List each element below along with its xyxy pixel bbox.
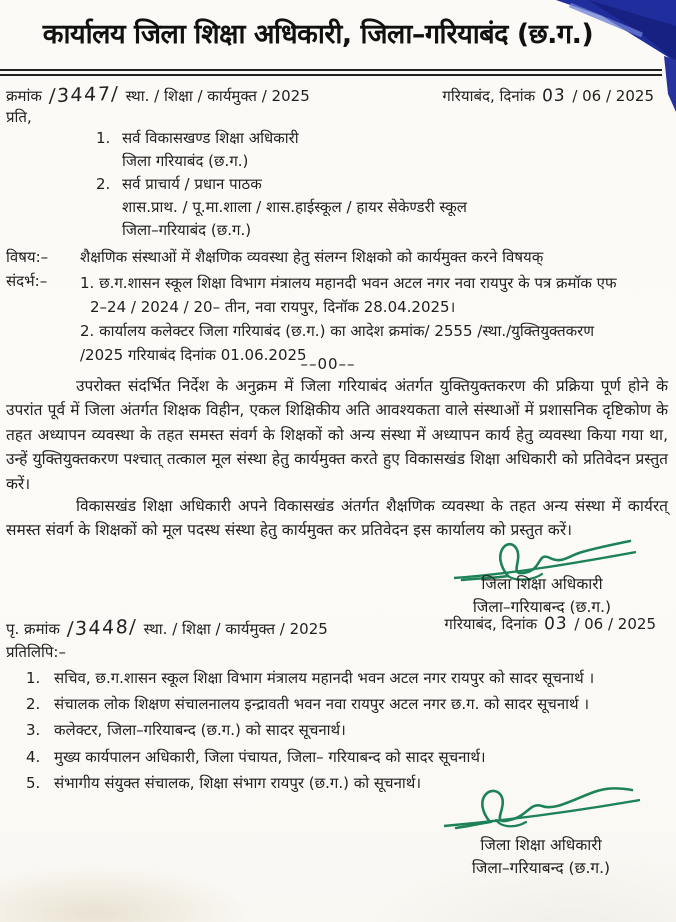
copy-item-number: 3. <box>26 721 41 740</box>
letterhead-title: कार्यालय जिला शिक्षा अधिकारी, जिला–गरियाबंद (छ.ग.) <box>42 19 594 50</box>
signatory-designation-2: जिला शिक्षा अधिकारी <box>480 836 602 854</box>
letter-date-handwritten: 03 <box>541 85 566 107</box>
letterhead-divider <box>0 69 662 76</box>
recipient-line: जिला–गरियाबंद (छ.ग.) <box>122 221 252 239</box>
copy-item-text: संचालक लोक शिक्षण संचालनालय इन्द्रावती भवन नवा रायपुर अटल नगर छ.ग. को सादर सूचनार्थ । <box>54 695 590 714</box>
copy-to-list <box>26 665 672 796</box>
endorsement-number-suffix: स्था. / शिक्षा / कार्यमुक्त / 2025 <box>143 620 328 638</box>
copy-item-number: 1. <box>26 669 41 687</box>
copy-to-label: प्रतिलिपि:– <box>6 643 66 661</box>
letter-date-place: गरियाबंद, दिनांक <box>442 87 536 105</box>
letter-number-handwritten: /3447/ <box>48 82 120 108</box>
endorsement-number-label: पृ. क्रमांक <box>6 620 60 638</box>
recipient-item <box>96 127 656 173</box>
reference-number-row <box>6 84 654 106</box>
signatory-district-2: जिला–गरियाबन्द (छ.ग.) <box>471 859 611 877</box>
copy-to-item <box>26 691 672 717</box>
recipient-line: जिला गरियाबंद (छ.ग.) <box>122 152 249 170</box>
letter-number-label: क्रमांक <box>6 87 42 105</box>
endorsement-number-handwritten: /3448/ <box>66 615 138 641</box>
copy-item-number: 5. <box>26 773 41 792</box>
endorsement-date <box>444 614 656 634</box>
signatory-designation-1: जिला शिक्षा अधिकारी <box>481 575 603 593</box>
letter-number <box>6 84 310 106</box>
recipient-item <box>96 173 656 242</box>
copy-item-number: 4. <box>26 747 41 766</box>
recipient-line: सर्व विकासखण्ड शिक्षा अधिकारी <box>122 129 299 147</box>
letter-date <box>442 86 654 106</box>
recipient-list <box>96 127 656 242</box>
signatory-district-1: जिला–गरियाबन्द (छ.ग.) <box>472 598 612 616</box>
section-separator: ––00–– <box>300 355 356 373</box>
recipient-line: सर्व प्राचार्य / प्रधान पाठक <box>122 175 262 193</box>
letter-date-rest: / 06 / 2025 <box>572 87 654 105</box>
endorsement-date-place: गरियाबंद, दिनांक <box>444 615 538 633</box>
endorsement-date-handwritten: 03 <box>543 613 568 635</box>
recipient-line: शास.प्राथ. / पू.मा.शाला / शास.हाईस्कूल / हायर सेकेण्डरी स्कूल <box>122 198 467 216</box>
copy-item-text: कलेक्टर, जिला–गरियाबन्द (छ.ग.) को सादर सूचनार्थ। <box>54 721 346 740</box>
body-paragraph-2: विकासखंड शिक्षा अधिकारी अपने विकासखंड अंतर्गत शैक्षणिक व्यवस्था के तहत अन्य संस्था में कार्यरत् समस्त संवर्ग के शिक्षकों को मूल पदस्थ संस्था हेतु कार्यमुक्त कर प्रतिवेदन इस कार्यालय को प्रस्तुत करें। <box>6 497 668 540</box>
signature-scribble-2 <box>442 778 642 832</box>
copy-item-number: 2. <box>26 695 41 714</box>
reference-item-line: 2. कार्यालय कलेक्टर जिला गरियाबंद (छ.ग.) का आदेश क्रमांक/ 2555 /स्था./युक्तियुक्तकरण <box>80 322 595 340</box>
reference-items <box>80 271 672 367</box>
reference-label: संदर्भ:– <box>6 272 48 290</box>
copy-item-text: संभागीय संयुक्त संचालक, शिक्षा संभाग रायपुर (छ.ग.) को सूचनार्थ। <box>54 773 422 792</box>
recipient-number: 2. <box>96 175 111 193</box>
subject-label: विषय:– <box>6 248 49 266</box>
body-paragraph-1: उपरोक्त संदर्भित निर्देश के अनुक्रम में जिला गरियाबंद अंतर्गत युक्तियुक्तकरण की प्रक्रिया पूर्ण होने के उपरांत पूर्व में जिला अंतर्गत शिक्षक विहीन, एकल शिक्षिकीय अति आवश्यकता वाले संस्थाओं में प्रशासनिक दृष्टिकोण के तहत अध्यापन व्यवस्था के तहत समस्त संवर्ग के शिक्षकों को अन्य संस्था में अध्यापन कार्य हेतु व्यवस्था किया गया था, उन्हें युक्तियुक्तकरण पश्चात् तत्काल मूल संस्था हेतु कार्यमुक्त करते हुए विकासखंड शिक्षा अधिकारी को प्रतिवेदन प्रस्तुत करें। <box>6 377 668 493</box>
reference-item-line: 2–24 / 2024 / 20– तीन, नवा रायपुर, दिनॉक 28.04.2025। <box>90 298 456 316</box>
copy-to-item <box>26 665 672 691</box>
endorsement-number <box>6 617 328 639</box>
recipient-number: 1. <box>96 129 111 147</box>
subject-text: शैक्षणिक संस्थाओं में शैक्षणिक व्यवस्था हेतु संलग्न शिक्षको को कार्यमुक्त करने विषयक् <box>80 248 544 266</box>
reference-item-line: 1. छ.ग.शासन स्कूल शिक्षा विभाग मंत्रालय महानदी भवन अटल नगर नवा रायपुर के पत्र क्रमॉक एफ <box>80 274 617 292</box>
letter-number-suffix: स्था. / शिक्षा / कार्यमुक्त / 2025 <box>125 87 310 105</box>
copy-item-text: मुख्य कार्यपालन अधिकारी, जिला पंचायत, जिला– गरियाबन्द को सादर सूचनार्थ। <box>54 747 486 766</box>
copy-to-item <box>26 717 672 743</box>
salutation: प्रति, <box>6 108 32 126</box>
copy-to-item <box>26 744 672 770</box>
endorsement-date-rest: / 06 / 2025 <box>574 615 656 633</box>
copy-item-text: सचिव, छ.ग.शासन स्कूल शिक्षा विभाग मंत्रालय महानदी भवन अटल नगर रायपुर को सादर सूचनार्थ । <box>54 669 595 687</box>
reference-item-line: /2025 गरियाबंद दिनांक 01.06.2025 <box>80 346 307 364</box>
